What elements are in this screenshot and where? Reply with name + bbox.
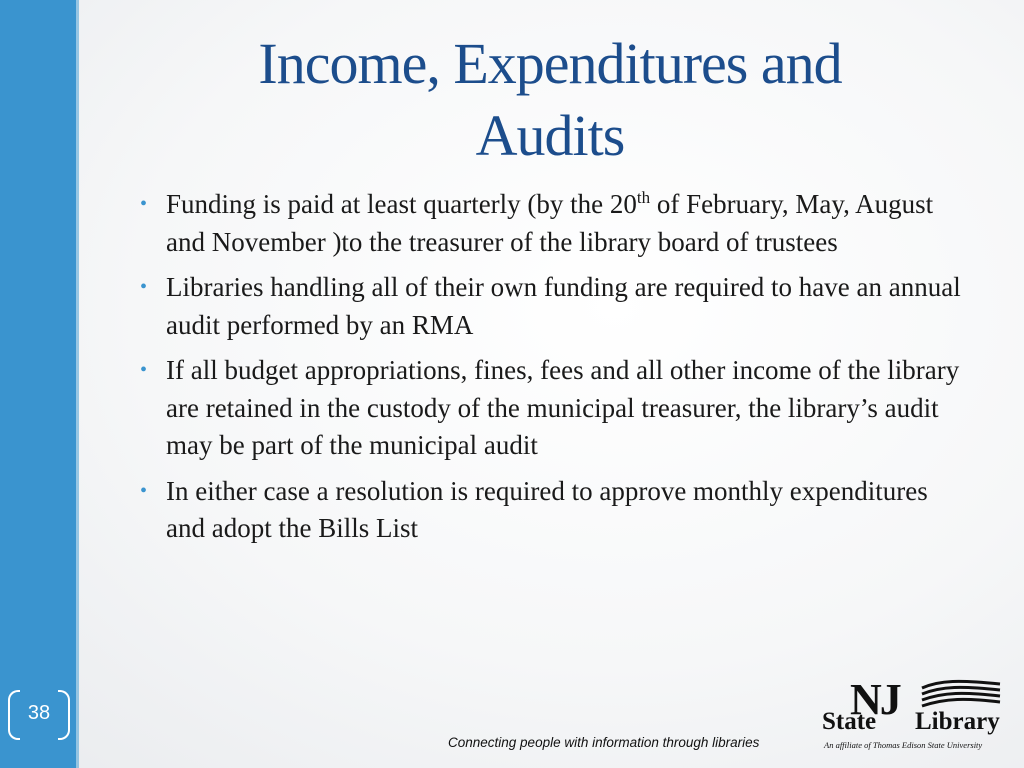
bullet-text: In either case a resolution is required to approve monthly expenditures and adopt the Bills List [166, 475, 928, 543]
nj-state-library-logo [820, 674, 1004, 758]
logo-nj: NJ [850, 675, 900, 724]
sidebar-edge [76, 0, 79, 768]
logo-waves-icon [920, 678, 1002, 712]
logo-library: Library [915, 708, 1000, 735]
bullet-item [138, 186, 968, 261]
bullet-text-superscript: th [636, 188, 651, 207]
bullet-list [138, 186, 968, 556]
bullet-text: If all budget appropriations, fines, fees and all other income of the library are retained in the custody of the municipal treasurer, the library’s audit may be part of the municipal audit [166, 355, 960, 460]
bullet-dot-icon: • [140, 276, 148, 298]
slide-number-badge [8, 690, 70, 738]
bullet-dot-icon: • [140, 359, 148, 381]
bullet-dot-icon: • [140, 193, 148, 215]
slide-title-line-1: Income, Expenditures and [258, 31, 842, 96]
sidebar-accent-bar [0, 0, 76, 768]
slide-title-line-2: Audits [475, 103, 625, 168]
bullet-item [138, 352, 968, 465]
bullet-text-post: of February, May, August and November )to the treasurer of the library board of trustees [166, 189, 934, 257]
logo-affiliate: An affiliate of Thomas Edison State University [824, 740, 983, 750]
bullet-text-pre: Funding is paid at least quarterly (by the 20 [166, 189, 637, 219]
slide-number: 38 [27, 702, 51, 724]
logo-state: State [822, 708, 877, 735]
bullet-item [138, 269, 968, 344]
bullet-dot-icon: • [140, 479, 148, 502]
slide-title [120, 28, 980, 172]
bullet-text: Libraries handling all of their own funding are required to have an annual audit performed by an RMA [166, 272, 961, 340]
bullet-item [138, 473, 968, 548]
footer-tagline: Connecting people with information through libraries [448, 735, 760, 750]
